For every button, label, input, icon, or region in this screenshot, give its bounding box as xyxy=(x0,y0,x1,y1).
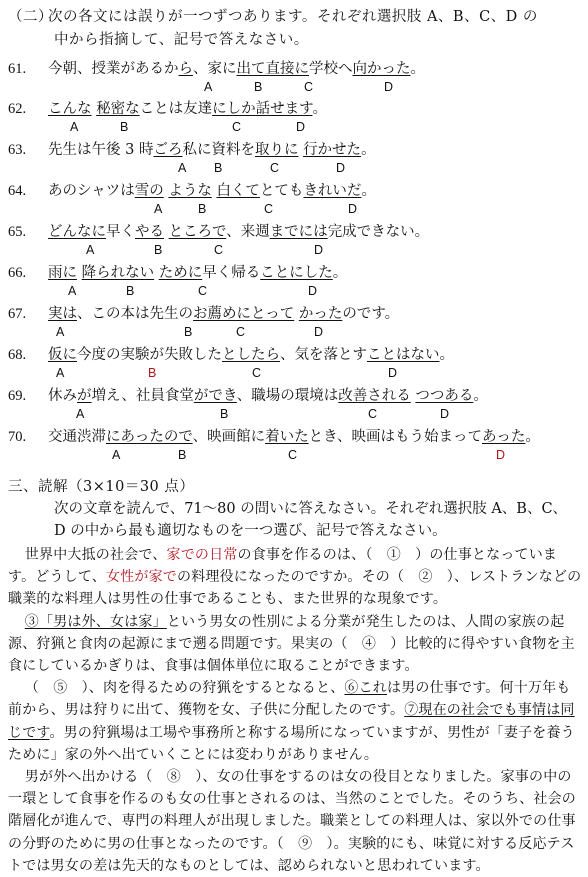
option-a-text: こんな xyxy=(48,101,92,117)
question-67 xyxy=(8,303,586,343)
option-d: D xyxy=(388,366,398,380)
option-c-text: 白くて xyxy=(216,183,260,199)
question-62 xyxy=(8,98,586,138)
text: 、家に xyxy=(193,61,237,77)
text: という男女の性別による分業が発生したのは、人間の家族の起源、狩猟と食肉の起源にまで遡る問題です。果実の（ ④ ）比較的に得やすい食物を主食にしているかぎりは、食事は個体単位に取ることができます。 xyxy=(8,613,575,675)
text: の料理役になったのですか。その（ ② ）、レストランなどの職業的な料理人は男性の仕事であることも、また世界的な現象です。 xyxy=(8,569,582,608)
option-b: B xyxy=(178,448,187,462)
text: 女性が家で xyxy=(106,569,177,586)
section2-number: （二） xyxy=(8,9,53,25)
option-b: B xyxy=(148,366,157,380)
question-number: 67. xyxy=(8,306,27,322)
option-a: A xyxy=(178,161,187,175)
passage-paragraph-4 xyxy=(8,766,584,877)
option-c-text: 着いた xyxy=(265,429,309,445)
option-b: B xyxy=(126,284,135,298)
question-69 xyxy=(8,385,586,425)
option-b: B xyxy=(198,202,207,216)
option-d: D xyxy=(384,80,394,94)
question-number: 63. xyxy=(8,142,27,158)
option-d-text: ことはない xyxy=(367,347,440,363)
option-d-text: 行かせた xyxy=(303,142,362,158)
underlined-phrase-3: ③「男は外、女は家」 xyxy=(24,613,167,630)
text: 。 xyxy=(312,101,327,117)
section3-instruction-2: D の中から最も適切なものを一つ選び、記号で答えなさい。 xyxy=(54,523,447,539)
option-b: B xyxy=(214,161,223,175)
passage-paragraph-1 xyxy=(8,544,584,611)
option-d-text: ことにした xyxy=(260,265,333,281)
text: 、来週 xyxy=(226,224,270,240)
option-d: D xyxy=(440,407,450,421)
option-c: C xyxy=(214,243,224,257)
question-61 xyxy=(8,58,586,98)
option-letters xyxy=(8,448,586,466)
text: 世界中大抵の社会で、 xyxy=(24,547,167,563)
option-d: D xyxy=(296,120,306,134)
option-c-text: にしか xyxy=(212,101,256,117)
text: 早く帰る xyxy=(202,265,261,281)
option-a: A xyxy=(56,325,65,339)
option-c: C xyxy=(252,366,262,380)
option-a-text: どんなに xyxy=(48,224,106,240)
question-number: 66. xyxy=(8,265,27,281)
text: 。男の狩猟場は工場や事務所と称する場所になっていますが、男性が「妻子を養うために」家の外へ出ていくことには変わりがありません。 xyxy=(8,724,575,763)
underlined-phrase-7: ⑦現在の社会でも事情は同じです xyxy=(8,702,575,741)
underlined-phrase-6: ⑥これ xyxy=(344,680,388,697)
option-d-text: あった xyxy=(482,429,526,445)
text: とき、映画はもう始まって xyxy=(308,429,482,445)
option-letters xyxy=(8,284,586,302)
option-c: C xyxy=(264,202,274,216)
question-68 xyxy=(8,344,586,384)
option-a-text: 雨に xyxy=(48,265,77,281)
text: のです。 xyxy=(342,306,400,322)
text: 私に資料を xyxy=(182,142,255,158)
text: 今朝、授業があるか xyxy=(48,61,179,77)
option-c: C xyxy=(270,161,280,175)
text: 早く xyxy=(106,224,135,240)
option-d-text: かった xyxy=(298,306,343,322)
section2-instruction-2: 中から指摘して、記号で答えなさい。 xyxy=(54,32,309,48)
option-d-text: 話せます xyxy=(255,101,313,117)
option-letters xyxy=(8,161,586,179)
option-d: D xyxy=(314,325,324,339)
option-b-text: やる xyxy=(135,224,164,240)
option-a-text: ごろ xyxy=(153,142,183,158)
text: 、この本は先生の xyxy=(77,306,193,322)
text: 今度の実験が失敗した xyxy=(77,347,222,363)
question-65 xyxy=(8,221,586,261)
option-b: B xyxy=(220,407,229,421)
option-letters xyxy=(8,243,586,261)
option-c-text: ために xyxy=(158,265,203,281)
option-letters xyxy=(8,80,586,98)
text: の食事を作るのは、（ ① ）の仕事となっています。どうして、 xyxy=(8,547,558,586)
option-letters xyxy=(8,366,586,384)
question-number: 69. xyxy=(8,388,27,404)
text: 家での日常 xyxy=(166,547,238,563)
question-number: 61. xyxy=(8,61,27,77)
option-letters xyxy=(8,407,586,425)
text: （ ⑤ ）、肉を得るための狩猟をするとなると、 xyxy=(24,680,345,697)
option-c: C xyxy=(368,407,378,421)
option-b-text: 秘密な xyxy=(96,101,140,117)
text: 交通渋滞 xyxy=(48,429,106,445)
question-66 xyxy=(8,262,586,302)
option-letters xyxy=(8,325,586,343)
text: 完成できない。 xyxy=(327,224,430,240)
text: 。 xyxy=(473,388,488,404)
option-d-text: までには xyxy=(269,224,328,240)
option-c-text: 取りに xyxy=(254,142,299,158)
option-a: A xyxy=(56,366,65,380)
option-letters xyxy=(8,120,586,138)
option-b-text: ので xyxy=(163,429,193,445)
option-c: C xyxy=(232,120,242,134)
text: 。 xyxy=(361,142,376,158)
option-a: A xyxy=(112,448,121,462)
passage-paragraph-2 xyxy=(8,611,584,678)
option-a-text: にあった xyxy=(106,429,164,445)
question-number: 68. xyxy=(8,347,27,363)
text: 増え、社員食堂 xyxy=(91,388,194,404)
option-c-text: 改善される xyxy=(338,388,411,404)
question-number: 65. xyxy=(8,224,27,240)
option-c: C xyxy=(288,448,298,462)
option-b: B xyxy=(154,243,163,257)
question-number: 64. xyxy=(8,183,27,199)
option-b: B xyxy=(120,120,129,134)
option-a: A xyxy=(204,80,213,94)
option-d-text: 向かった xyxy=(352,61,411,77)
option-a: A xyxy=(86,243,95,257)
text: 。 xyxy=(525,429,540,445)
text: 。 xyxy=(410,61,425,77)
text: 学校へ xyxy=(309,61,353,77)
option-b-text: ような xyxy=(168,183,212,199)
text: 、気を落とす xyxy=(280,347,367,363)
question-63 xyxy=(8,139,586,179)
option-c-text: ところで xyxy=(168,224,227,240)
option-d: D xyxy=(308,284,318,298)
text: とても xyxy=(259,183,304,199)
question-number: 70. xyxy=(8,429,27,445)
option-b: B xyxy=(184,325,193,339)
text: 先生は午後 3 時 xyxy=(48,142,154,158)
reading-passage xyxy=(8,544,584,877)
section3-instruction-1: 次の文章を読んで、71～80 の問いに答えなさい。それぞれ選択肢 A、B、C、 xyxy=(54,501,568,517)
text: 休み xyxy=(48,388,77,404)
text: 。 xyxy=(332,265,348,281)
option-d-text: つつある xyxy=(415,388,474,404)
text: 、映画館に xyxy=(192,429,266,445)
option-c-text: にとって xyxy=(236,306,295,322)
option-b-text: 出て xyxy=(236,61,266,77)
section3-heading xyxy=(8,476,586,542)
question-64 xyxy=(8,180,586,220)
option-d: D xyxy=(496,448,506,462)
option-d-text: きれいだ xyxy=(303,183,362,199)
option-a-text: 仮に xyxy=(48,347,77,363)
passage-paragraph-3 xyxy=(8,677,584,766)
option-b-text: お薦め xyxy=(193,306,237,322)
question-70 xyxy=(8,426,586,466)
option-letters xyxy=(8,202,586,220)
option-a: A xyxy=(76,407,85,421)
option-d: D xyxy=(348,202,358,216)
text: あのシャツは xyxy=(48,183,135,199)
section3-title: 三、読解（3×10＝30 点） xyxy=(8,479,195,495)
option-a-text: が xyxy=(77,388,92,404)
option-a: A xyxy=(68,284,77,298)
question-number: 62. xyxy=(8,101,27,117)
text: 、職場の環境は xyxy=(236,388,339,404)
option-a: A xyxy=(154,202,163,216)
text: ことは友達 xyxy=(139,101,213,117)
option-b-text: としたら xyxy=(222,347,280,363)
option-a-text: ら xyxy=(178,61,193,77)
option-a-text: 実は xyxy=(48,306,77,322)
option-a-text: 雪の xyxy=(134,183,164,199)
option-d: D xyxy=(314,243,324,257)
option-b: B xyxy=(254,80,263,94)
text: 。 xyxy=(439,347,454,363)
option-c: C xyxy=(304,80,314,94)
option-b-text: 降られない xyxy=(81,265,155,281)
option-c: C xyxy=(198,284,208,298)
section2-heading xyxy=(8,6,583,52)
text: は男の仕事です。何十万年も前から、男は狩りに出て、獲物を女、子供に分配したのです。 xyxy=(8,680,571,719)
option-b-text: ができ xyxy=(193,388,237,404)
text: 。 xyxy=(361,183,376,199)
option-c: C xyxy=(236,325,246,339)
text: 男が外へ出かける（ ⑧ ）、女の仕事をするのは女の役目となりました。家事の中の一環として食事を作るのも女の仕事とされるのは、当然のことでした。そのうち、社会の階層化が進んで、専門の料理人が出現しました。職業としての料理人は、家以外での仕事の分野のために男の仕事となったのです。（ ⑨ ）。実験的にも、味覚に対する反応テストでは男女の差は先天的なものとしては、認められないと思われています。 xyxy=(8,769,576,874)
option-a: A xyxy=(70,120,79,134)
option-c-text: 直接に xyxy=(265,61,309,77)
option-d: D xyxy=(336,161,346,175)
section2-instruction-1: 次の各文には誤りが一つずつあります。それぞれ選択肢 A、B、C、D の xyxy=(48,9,538,25)
